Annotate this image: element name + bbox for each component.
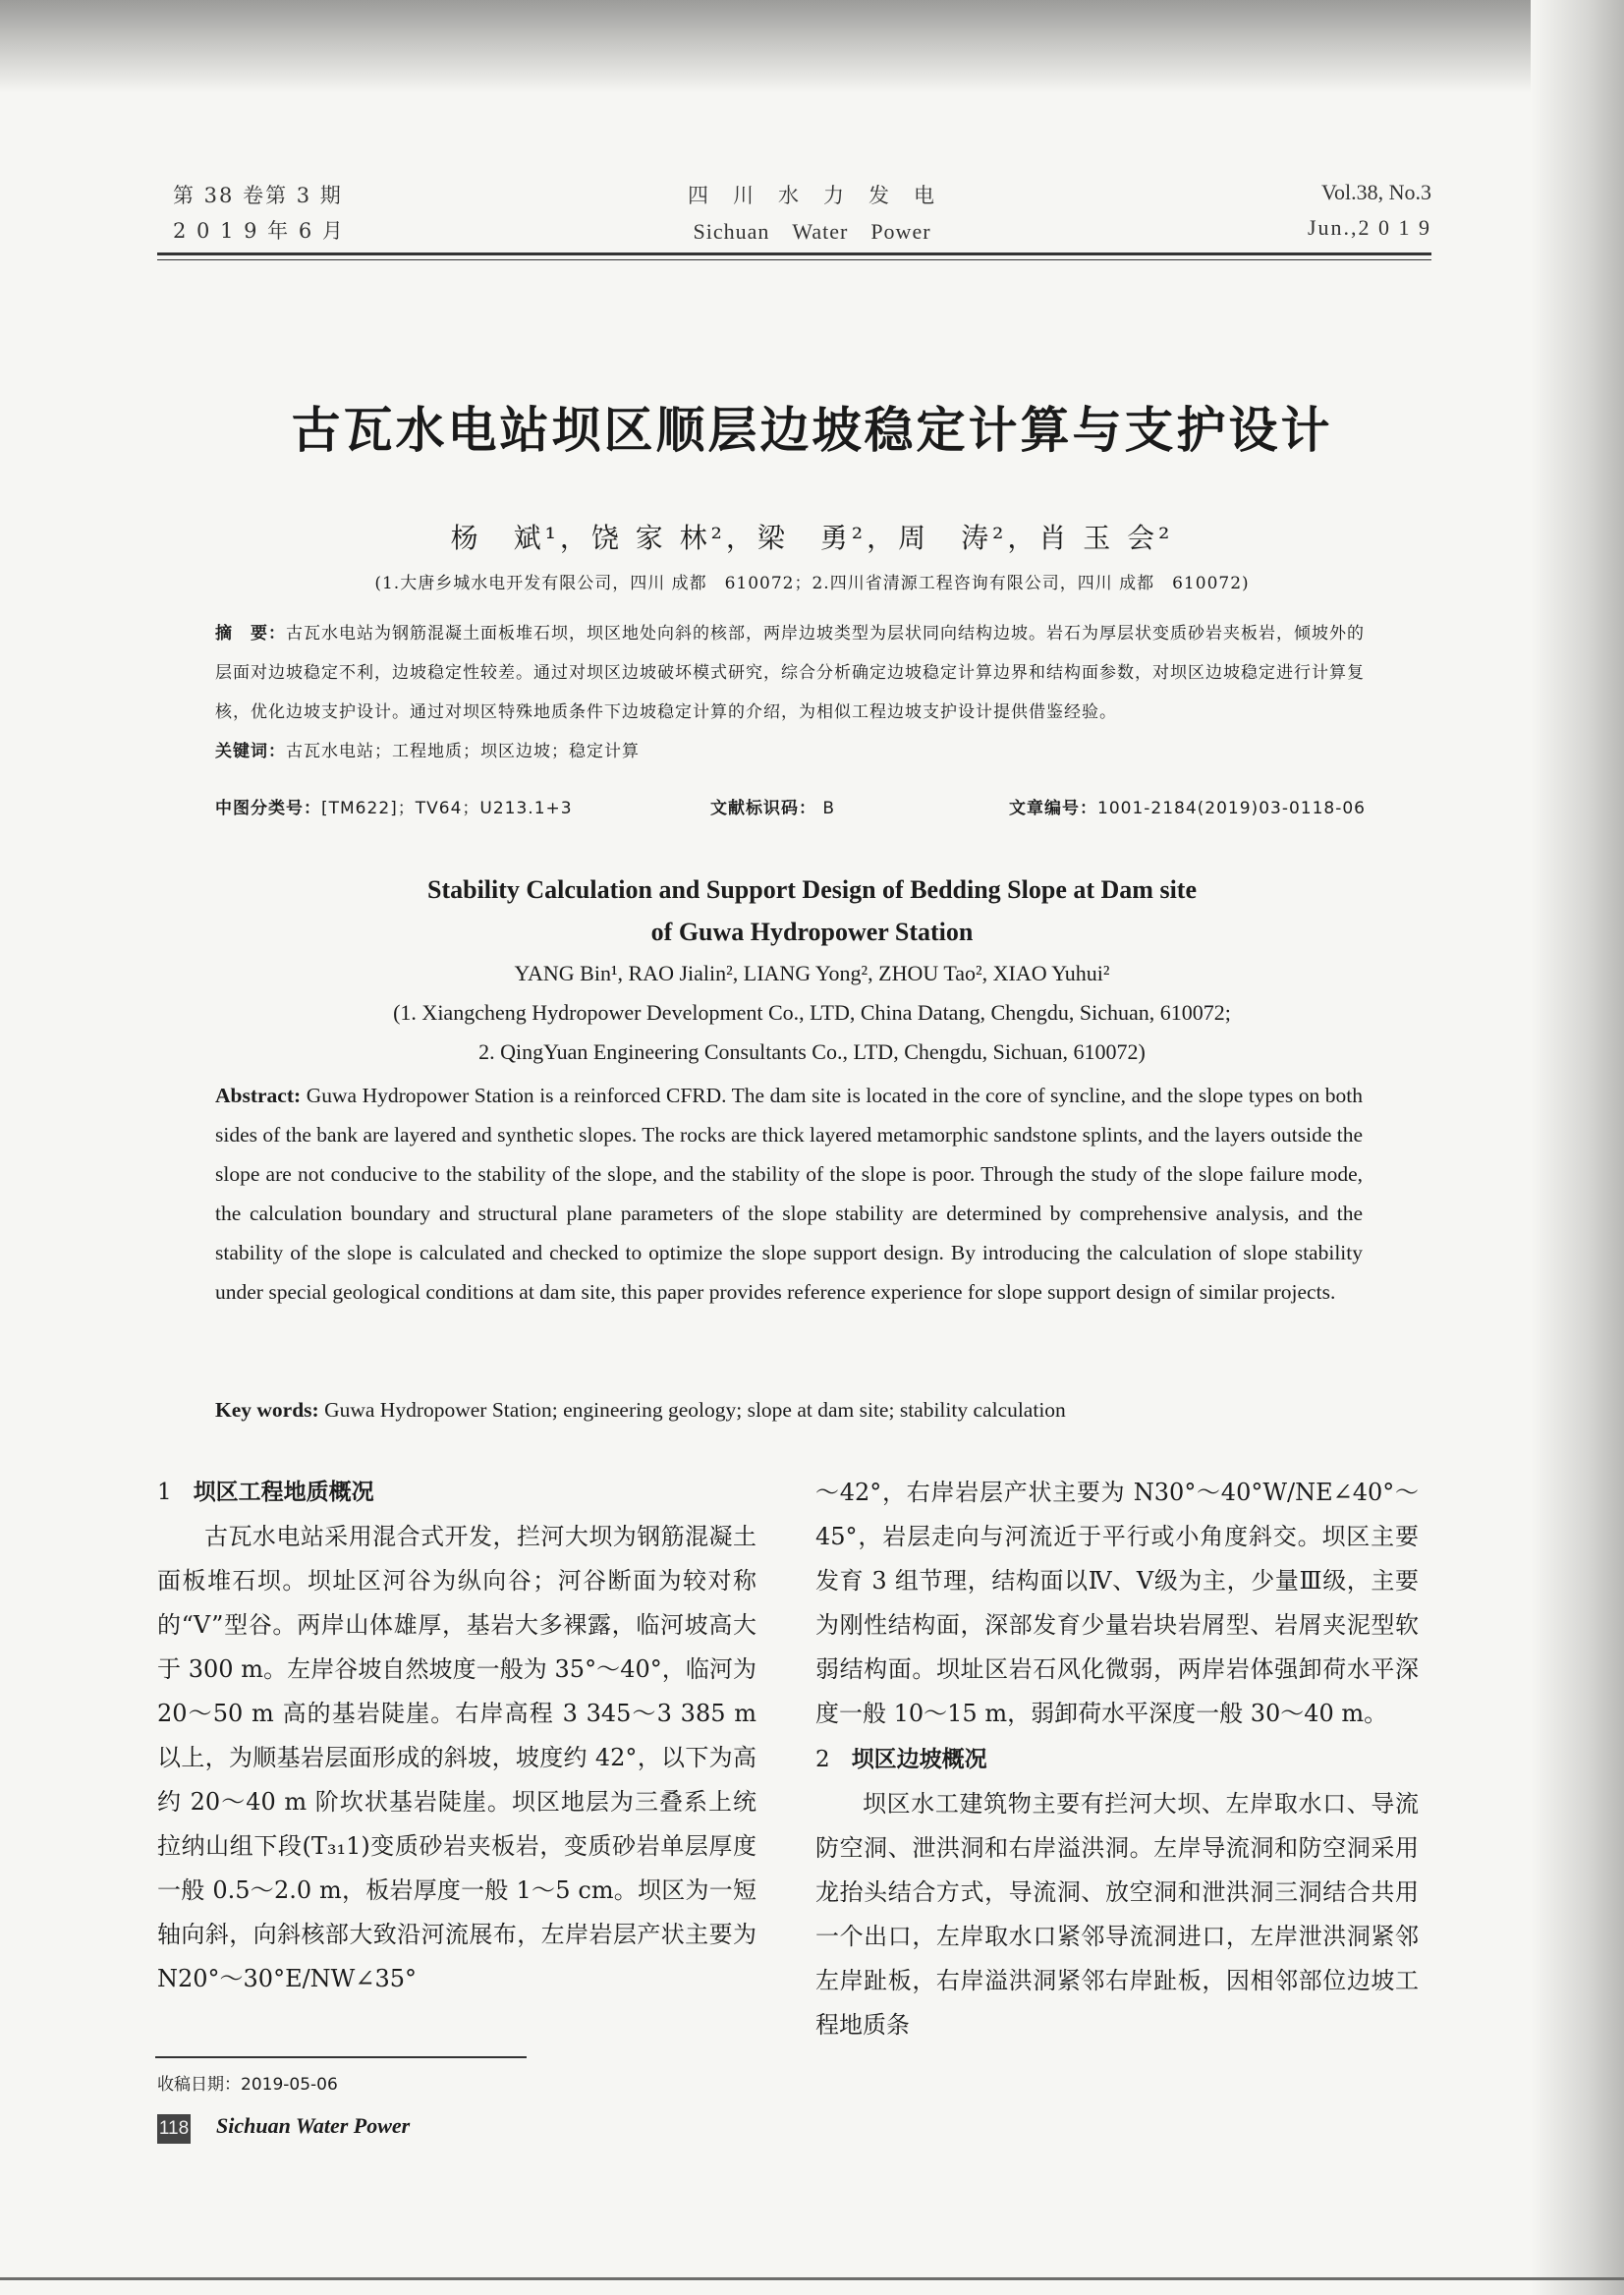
scan-shadow-right [1531, 0, 1624, 2295]
page-number: 118 [157, 2114, 191, 2144]
body-column-left [157, 1471, 756, 2001]
document-code [710, 794, 835, 818]
keywords-en [215, 1390, 1363, 1429]
keywords-en-text: Guwa Hydropower Station; engineering geology; slope at dam site; stability calculation [318, 1398, 1066, 1422]
journal-name-en: Sichuan Water Power [693, 219, 931, 244]
keywords-cn-label: 关键词： [215, 742, 286, 761]
paper-title-en-line1: Stability Calculation and Support Design of Bedding Slope at Dam site [426, 875, 1197, 904]
authors-en: YANG Bin¹, RAO Jialin², LIANG Yong², ZHOU Tao², XIAO Yuhui² [514, 961, 1110, 985]
body-column-right [815, 1471, 1419, 2047]
journal-name-cn: 四 川 水 力 发 电 [688, 184, 936, 207]
received-date-footnote: 收稿日期：2019-05-06 [157, 2075, 338, 2095]
abstract-cn-text: 古瓦水电站为钢筋混凝土面板堆石坝，坝区地处向斜的核部，两岸边坡类型为层状同向结构边坡。岩石为厚层状变质砂岩夹板岩，倾坡外的层面对边坡稳定不利，边坡稳定性较差。通过对坝区边坡破坏模式研究，综合分析确定边坡稳定计算边界和结构面参数，对坝区边坡稳定进行计算复核，优化边坡支护设计。通过对坝区特殊地质条件下边坡稳定计算的介绍，为相似工程边坡支护设计提供借鉴经验。 [215, 624, 1365, 722]
abstract-cn-label: 摘 要： [215, 624, 286, 644]
paper-title-en-line2: of Guwa Hydropower Station [650, 918, 974, 946]
section-2-number: 2 [815, 1747, 830, 1772]
classification-value: [TM622]；TV64；U213.1+3 [321, 799, 573, 818]
document-code-value: B [816, 799, 836, 818]
section-2-title: 坝区边坡概况 [851, 1747, 987, 1772]
volume-issue-cn: 第 38 卷第 3 期 [173, 184, 343, 207]
abstract-cn [215, 614, 1365, 771]
keywords-en-label: Key words: [215, 1398, 319, 1422]
section-1-heading [157, 1471, 756, 1515]
section-2-paragraph: 坝区水工建筑物主要有拦河大坝、左岸取水口、导流防空洞、泄洪洞和右岸溢洪洞。左岸导流洞和防空洞采用龙抬头结合方式，导流洞、放空洞和泄洪洞三洞结合共用一个出口，左岸取水口紧邻导流洞进口，左岸泄洪洞紧邻左岸趾板，右岸溢洪洞紧邻右岸趾板，因相邻部位边坡工程地质条 [815, 1790, 1419, 2039]
journal-footer: Sichuan Water Power [216, 2113, 411, 2138]
article-number [1009, 794, 1366, 818]
abstract-en-label: Abstract: [215, 1084, 302, 1107]
scan-shadow-top [0, 0, 1624, 93]
article-number-label: 文章编号： [1009, 799, 1097, 818]
section-1-paragraph: 古瓦水电站采用混合式开发，拦河大坝为钢筋混凝土面板堆石坝。坝址区河谷为纵向谷；河谷断面为较对称的“V”型谷。两岸山体雄厚，基岩大多裸露，临河坡高大于 300 m。左岸谷坡自然坡度一般为 35°～40°，临河为 20～50 m 高的基岩陡崖。右岸高程 3 345～3 385 m 以上，为顺基岩层面形成的斜坡，坡度约 42°，以下为高约 20～40 m 阶坎状基岩陡崖。坝区地层为三叠系上统拉纳山组下段(T₃₁1)变质砂岩夹板岩，变质砂岩单层厚度一般 0.5～2.0 m，板岩厚度一般 1～5 cm。坝区为一短轴向斜，向斜核部大致沿河流展布，左岸岩层产状主要为 N20°～30°E/NW∠35° [157, 1523, 756, 1992]
volume-issue-en: Vol.38, No.3 [1320, 180, 1431, 204]
document-code-label: 文献标识码： [710, 799, 816, 818]
classification-number [215, 794, 573, 818]
article-number-value: 1001-2184(2019)03-0118-06 [1097, 799, 1366, 818]
affiliation-cn: (1.大唐乡城水电开发有限公司，四川 成都 610072；2.四川省清源工程咨询有限公司，四川 成都 610072) [374, 574, 1250, 593]
affiliation-en-line1: (1. Xiangcheng Hydropower Development Co., LTD, China Datang, Chengdu, Sichuan, 610072; [393, 1000, 1231, 1025]
abstract-en-text: Guwa Hydropower Station is a reinforced CFRD. The dam site is located in the core of syncline, and the slope types on both sides of the bank are layered and synthetic slopes. The rocks are thick layered metamorphic sandstone splints, and the layers outside the slope are not conducive to the stability of the slope, and the stability of the slope is poor. Through the study of the slope failure mode, the calculation boundary and structural plane parameters of the slope stability are determined by comprehensive analysis, and the stability of the slope is calculated and checked to optimize the slope support design. By introducing the calculation of slope stability under special geological conditions at dam site, this paper provides reference experience for slope support design of similar projects. [215, 1084, 1364, 1304]
section-2-heading [815, 1738, 1419, 1782]
abstract-en [215, 1076, 1363, 1312]
section-1-title: 坝区工程地质概况 [193, 1480, 374, 1505]
section-1-number: 1 [157, 1480, 172, 1505]
header-rule-thick [157, 252, 1431, 255]
footnote-rule [155, 2056, 527, 2058]
affiliation-en-line2: 2. QingYuan Engineering Consultants Co., LTD, Chengdu, Sichuan, 610072) [478, 1039, 1146, 1064]
scan-edge-bottom [0, 2277, 1624, 2280]
header-rule-thin [157, 259, 1431, 260]
keywords-cn-text: 古瓦水电站；工程地质；坝区边坡；稳定计算 [286, 742, 640, 761]
classification-label: 中图分类号： [215, 799, 321, 818]
date-cn: 2 0 1 9 年 6 月 [173, 219, 345, 243]
paper-title-cn: 古瓦水电站坝区顺层边坡稳定计算与支护设计 [291, 402, 1333, 459]
date-en: Jun.,2 0 1 9 [1307, 215, 1431, 240]
authors-cn: 杨 斌¹，饶 家 林²，梁 勇²，周 涛²，肖 玉 会² [450, 522, 1174, 554]
right-column-paragraph-1: ～42°，右岸岩层产状主要为 N30°～40°W/NE∠40°～45°，岩层走向与河流近于平行或小角度斜交。坝区主要发育 3 组节理，结构面以Ⅳ、Ⅴ级为主，少量Ⅲ级，主要为刚性结构面，深部发育少量岩块岩屑型、岩屑夹泥型软弱结构面。坝址区岩石风化微弱，两岸岩体强卸荷水平深度一般 10～15 m，弱卸荷水平深度一般 30～40 m。 [815, 1479, 1419, 1727]
